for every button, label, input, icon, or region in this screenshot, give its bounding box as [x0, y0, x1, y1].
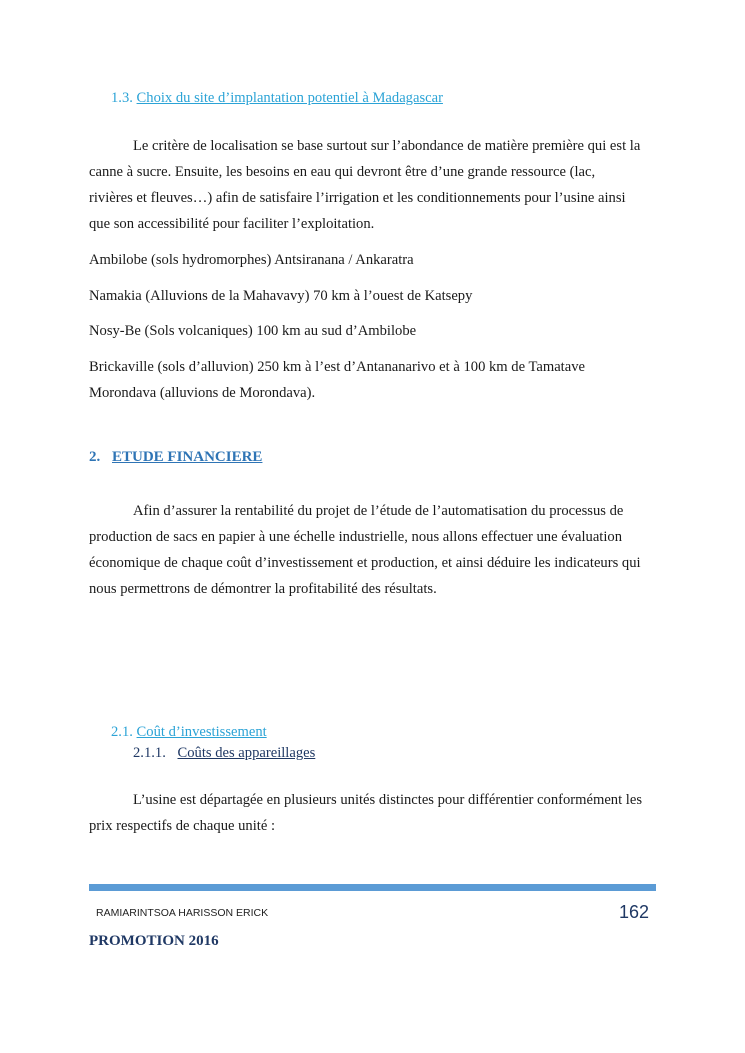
footer-promotion: PROMOTION 2016	[89, 933, 219, 949]
paragraph-line: canne à sucre. Ensuite, les besoins en eau qui devront être d’une grande ressource (lac,	[89, 164, 596, 180]
page-number: 162	[619, 902, 650, 922]
paragraph-line: économique de chaque coût d’investissement et production, et ainsi déduire les indicateurs qui	[89, 555, 641, 571]
paragraph-line: L’usine est départagée en plusieurs unités distinctes pour différentier conformément les	[133, 792, 643, 808]
site-item: Brickaville (sols d’alluvion) 250 km à l’est d’Antananarivo et à 100 km de Tamatave	[89, 359, 585, 375]
section-title-link[interactable]: Coûts des appareillages	[177, 745, 316, 761]
section-2-heading	[89, 444, 262, 470]
section-title-link[interactable]: ETUDE FINANCIERE	[112, 449, 263, 465]
site-item: Ambilobe (sols hydromorphes) Antsiranana / Ankaratra	[89, 252, 414, 268]
paragraph-line: Le critère de localisation se base surtout sur l’abondance de matière première qui est la	[133, 138, 641, 154]
site-item: Namakia (Alluvions de la Mahavavy) 70 km à l’ouest de Katsepy	[89, 288, 473, 304]
site-item: Nosy-Be (Sols volcaniques) 100 km au sud d’Ambilobe	[89, 323, 417, 339]
section-title-link[interactable]: Choix du site d’implantation potentiel à Madagascar	[136, 90, 443, 106]
paragraph-line: prix respectifs de chaque unité :	[89, 818, 275, 834]
section-2-1-1-heading	[133, 740, 315, 766]
paragraph-line: Afin d’assurer la rentabilité du projet de l’étude de l’automatisation du processus de	[133, 503, 624, 519]
section-1-3-heading	[111, 85, 443, 111]
paragraph-line: rivières et fleuves…) afin de satisfaire l’irrigation et les conditionnements pour l’usine ainsi	[89, 190, 626, 206]
site-item: Morondava (alluvions de Morondava).	[89, 385, 316, 401]
section-number: 2.1.1.	[133, 745, 166, 761]
section-number: 2.	[89, 449, 101, 465]
footer-author: RAMIARINTSOA HARISSON ERICK	[96, 907, 269, 919]
section-number: 2.1.	[111, 724, 133, 740]
paragraph-line: nous permettrons de démontrer la profitabilité des résultats.	[89, 581, 437, 597]
section-number: 1.3.	[111, 90, 133, 106]
paragraph-line: production de sacs en papier à une échelle industrielle, nous allons effectuer une évaluation	[89, 529, 623, 545]
section-title-link[interactable]: Coût d’investissement	[136, 724, 267, 740]
footer-divider	[89, 884, 656, 891]
paragraph-line: que son accessibilité pour faciliter l’exploitation.	[89, 216, 375, 232]
